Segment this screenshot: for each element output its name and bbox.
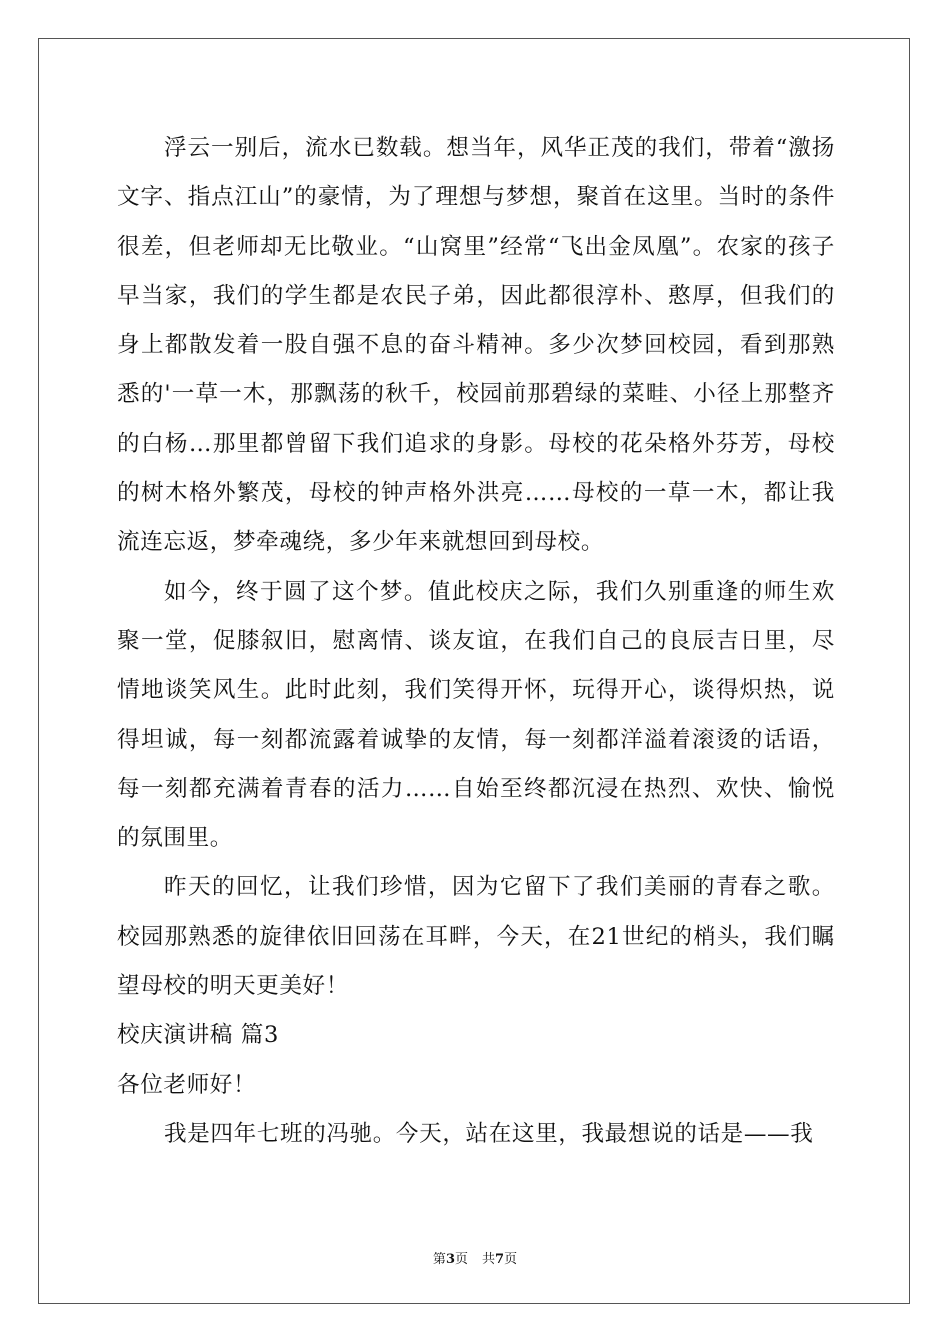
page-number: 3	[445, 1252, 455, 1267]
section-title: 校庆演讲稿 篇3	[117, 1022, 279, 1049]
greeting: 各位老师好！	[117, 1071, 257, 1098]
total-pages: 7	[495, 1252, 505, 1267]
page-prefix: 第	[432, 1252, 446, 1267]
paragraph-1: 浮云一别后，流水已数载。想当年，风华正茂的我们，带着“激扬文字、指点江山”的豪情，为了理想与梦想，聚首在这里。当时的条件很差，但老师却无比敬业。“山窝里”经常“飞出金凤凰”。农家的孩子早当家，我们的学生都是农民子弟，因此都很淳朴、憨厚，但我们的身上都散发着一股自强不息的奋斗精神。多少次梦回校园，看到那熟悉的'一草一木，那飘荡的秋千，校园前那碧绿的菜畦、小径上那整齐的白杨…那里都曾留下我们追求的身影。母校的花朵格外芬芳，母校的树木格外繁茂，母校的钟声格外洪亮……母校的一草一木，都让我流连忘返，梦牵魂绕，多少年来就想回到母校。	[117, 135, 835, 556]
paragraph-2: 如今，终于圆了这个梦。值此校庆之际，我们久别重逢的师生欢聚一堂，促膝叙旧，慰离情、谈友谊，在我们自己的良辰吉日里，尽情地谈笑风生。此时此刻，我们笑得开怀，玩得开心，谈得炽热，说得坦诚，每一刻都流露着诚挚的友情，每一刻都洋溢着滚烫的话语，每一刻都充满着青春的活力……自始至终都沉浸在热烈、欢快、愉悦的氛围里。	[117, 578, 835, 852]
page-footer	[0, 1248, 950, 1267]
paragraph-3: 昨天的回忆，让我们珍惜，因为它留下了我们美丽的青春之歌。校园那熟悉的旋律依旧回荡在耳畔，今天，在21世纪的梢头，我们瞩望母校的明天更美好！	[117, 874, 835, 1000]
document-body	[117, 124, 835, 1159]
total-suffix: 页	[504, 1252, 518, 1267]
total-prefix: 共	[482, 1252, 496, 1267]
paragraph-4: 我是四年七班的冯驰。今天，站在这里，我最想说的话是——我	[164, 1120, 814, 1147]
page-suffix: 页	[454, 1252, 468, 1267]
